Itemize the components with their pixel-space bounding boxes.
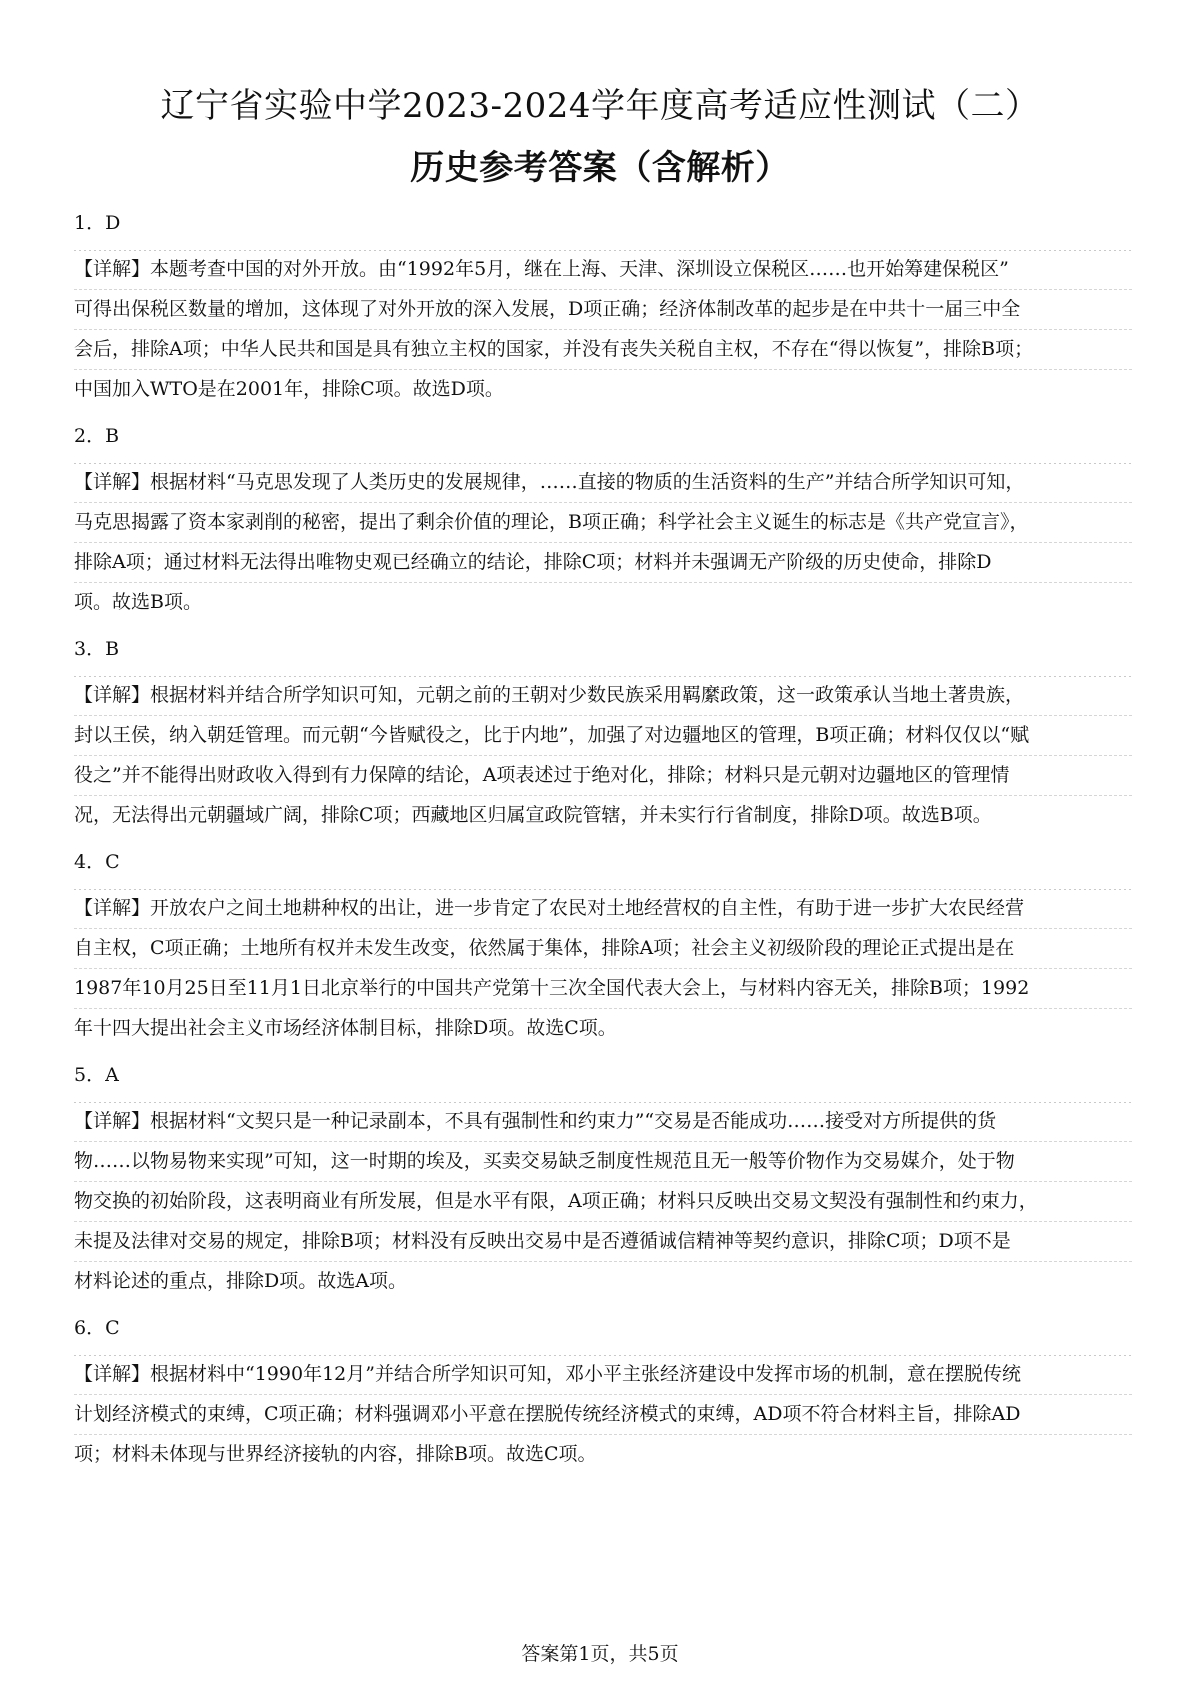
explanation-line: 材料论述的重点，排除D项。故选A项。: [74, 1270, 407, 1292]
explanation-paragraph: [74, 676, 1132, 835]
answer-label: 3．B: [74, 638, 120, 660]
explanation-line: 【详解】根据材料“文契只是一种记录副本，不具有强制性和约束力”“交易是否能成功……接受对方所提供的货: [74, 1102, 1132, 1142]
page-footer: 答案第1页，共5页: [521, 1643, 679, 1665]
explanation-line: 项；材料未体现与世界经济接轨的内容，排除B项。故选C项。: [74, 1443, 597, 1465]
explanation-line: 【详解】根据材料“马克思发现了人类历史的发展规律，……直接的物质的生活资料的生产”并结合所学知识可知，: [74, 463, 1132, 503]
explanation-line: 物……以物易物来实现”可知，这一时期的埃及，买卖交易缺乏制度性规范且无一般等价物作为交易媒介，处于物: [74, 1142, 1132, 1182]
answer-label: 4．C: [74, 851, 120, 873]
explanation-line: 中国加入WTO是在2001年，排除C项。故选D项。: [74, 378, 504, 400]
question-block: [74, 1301, 1132, 1474]
explanation-line: 【详解】本题考查中国的对外开放。由“1992年5月，继在上海、天津、深圳设立保税区……也开始筹建保税区”: [74, 250, 1132, 290]
explanation-line: 可得出保税区数量的增加，这体现了对外开放的深入发展，D项正确；经济体制改革的起步是在中共十一届三中全: [74, 290, 1132, 330]
explanation-paragraph: [74, 889, 1132, 1048]
explanation-line: 【详解】根据材料中“1990年12月”并结合所学知识可知，邓小平主张经济建设中发挥市场的机制，意在摆脱传统: [74, 1355, 1132, 1395]
explanation-line: 物交换的初始阶段，这表明商业有所发展，但是水平有限，A项正确；材料只反映出交易文契没有强制性和约束力，: [74, 1182, 1132, 1222]
answer-label: 6．C: [74, 1317, 120, 1339]
question-block: [74, 835, 1132, 1048]
explanation-line: 未提及法律对交易的规定，排除B项；材料没有反映出交易中是否遵循诚信精神等契约意识，排除C项；D项不是: [74, 1222, 1132, 1262]
document-title: 辽宁省实验中学2023-2024学年度高考适应性测试（二）: [160, 86, 1040, 126]
explanation-line: 况，无法得出元朝疆域广阔，排除C项；西藏地区归属宣政院管辖，并未实行行省制度，排除D项。故选B项。: [74, 804, 992, 826]
explanation-paragraph: [74, 463, 1132, 622]
explanation-line: 【详解】开放农户之间土地耕种权的出让，进一步肯定了农民对土地经营权的自主性，有助于进一步扩大农民经营: [74, 889, 1132, 929]
explanation-line: 1987年10月25日至11月1日北京举行的中国共产党第十三次全国代表大会上，与材料内容无关，排除B项；1992: [74, 969, 1132, 1009]
document-subtitle: 历史参考答案（含解析）: [410, 148, 790, 188]
explanation-line: 年十四大提出社会主义市场经济体制目标，排除D项。故选C项。: [74, 1017, 617, 1039]
question-block: [74, 622, 1132, 835]
explanation-line: 排除A项；通过材料无法得出唯物史观已经确立的结论，排除C项；材料并未强调无产阶级的历史使命，排除D: [74, 543, 1132, 583]
answer-list: [74, 196, 1132, 1474]
explanation-line: 马克思揭露了资本家剥削的秘密，提出了剩余价值的理论，B项正确；科学社会主义诞生的标志是《共产党宣言》，: [74, 503, 1132, 543]
explanation-paragraph: [74, 1355, 1132, 1474]
explanation-line: 【详解】根据材料并结合所学知识可知，元朝之前的王朝对少数民族采用羁縻政策，这一政策承认当地土著贵族，: [74, 676, 1132, 716]
explanation-line: 役之”并不能得出财政收入得到有力保障的结论，A项表述过于绝对化，排除；材料只是元朝对边疆地区的管理情: [74, 756, 1132, 796]
explanation-paragraph: [74, 1102, 1132, 1301]
answer-label: 5．A: [74, 1064, 119, 1086]
question-block: [74, 1048, 1132, 1301]
explanation-paragraph: [74, 250, 1132, 409]
explanation-line: 项。故选B项。: [74, 591, 202, 613]
answer-label: 1．D: [74, 212, 121, 234]
question-block: [74, 409, 1132, 622]
explanation-line: 自主权，C项正确；土地所有权并未发生改变，依然属于集体，排除A项；社会主义初级阶段的理论正式提出是在: [74, 929, 1132, 969]
explanation-line: 封以王侯，纳入朝廷管理。而元朝“今皆赋役之，比于内地”，加强了对边疆地区的管理，B项正确；材料仅仅以“赋: [74, 716, 1132, 756]
answer-label: 2．B: [74, 425, 120, 447]
explanation-line: 会后，排除A项；中华人民共和国是具有独立主权的国家，并没有丧失关税自主权，不存在“得以恢复”，排除B项；: [74, 330, 1132, 370]
explanation-line: 计划经济模式的束缚，C项正确；材料强调邓小平意在摆脱传统经济模式的束缚，AD项不符合材料主旨，排除AD: [74, 1395, 1132, 1435]
question-block: [74, 196, 1132, 409]
